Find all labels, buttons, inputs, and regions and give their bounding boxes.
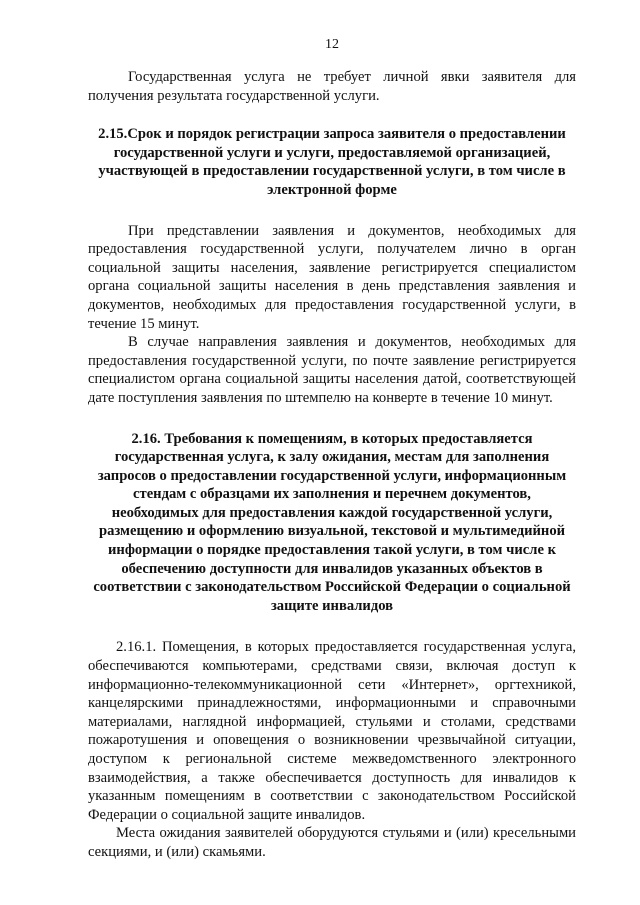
- document-page: [88, 36, 576, 862]
- section-heading-2-15: 2.15.Срок и порядок регистрации запроса заявителя о предоставлении государственной услуги и услуги, предоставляемой организацией, участвующей в предоставлении государственной услуги, в том числе в электронной форме: [98, 126, 566, 198]
- paragraph-2-16-1: 2.16.1. Помещения, в которых предоставляется государственная услуга, обеспечиваются компьютерами, средствами связи, включая доступ к информационно-телекоммуникационной сети «Интернет», оргтехникой, канцелярскими принадлежностями, информационными и справочными материалами, наглядной информацией, стульями и столами, средствами пожаротушения и оповещения о возникновении чрезвычайной ситуации, доступом к региональной системе межведомственного электронного взаимодействия, а также обеспечивается доступность для инвалидов к указанным помещениям в соответствии с законодательством Российской Федерации о социальной защите инвалидов.: [88, 639, 576, 823]
- section-heading-2-16: 2.16. Требования к помещениям, в которых предоставляется государственная услуга, к залу ожидания, местам для заполнения запросов о предоставлении государственной услуги, информационным стендам с образцами их заполнения и перечнем документов, необходимых для предоставления каждой государственной услуги, размещению и оформлению визуальной, текстовой и мультимедийной информации о порядке предоставления такой услуги, в том числе к обеспечению доступности для инвалидов указанных объектов в соответствии с законодательством Российской Федерации о социальной защите инвалидов: [93, 430, 571, 614]
- paragraph-2-15-personal: При представлении заявления и документов, необходимых для предоставления государственной услуги, получателем лично в орган социальной защиты населения, заявление регистрируется специалистом органа социальной защиты населения в день представления заявления и документов, необходимых для предоставления государственной услуги, в течение 15 минут.: [88, 222, 576, 332]
- page-number: 12: [325, 37, 339, 52]
- paragraph-waiting-places: Места ожидания заявителей оборудуются стульями и (или) кресельными секциями, и (или) скамьями.: [88, 825, 576, 860]
- intro-paragraph: Государственная услуга не требует личной явки заявителя для получения результата государственной услуги.: [88, 69, 576, 104]
- paragraph-2-15-mail: В случае направления заявления и документов, необходимых для предоставления государственной услуги, по почте заявление регистрируется специалистом органа социальной защиты населения датой, соответствующей дате поступления заявления по штемпелю на конверте в течение 10 минут.: [88, 334, 576, 406]
